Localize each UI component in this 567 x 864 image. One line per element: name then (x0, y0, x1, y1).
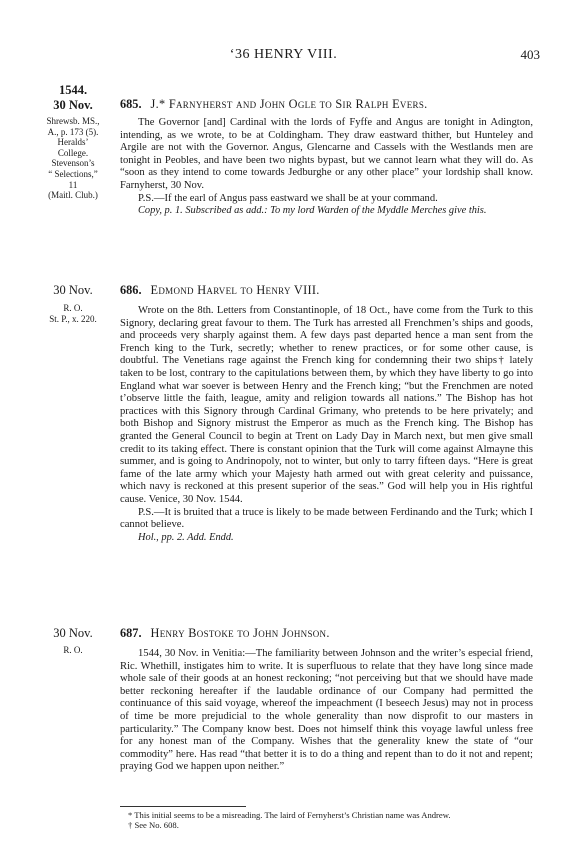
entry-paragraph: 1544, 30 Nov. in Venitia:—The familiarity between Johnson and the writer’s especial friend, Ric. Whethill, instigates him to write. It is superfluous to relate that they have long since made whole sale of their goods at an honest reckoning; “not perceiving but that we should have made better reckoning hereafter if the laudable ordinance of our Company had permitted the continuance of this said voyage, whereof the impeachment (I beseech Jesus) may not in process of time be more prejudicial to the whole generality than now disprofit to our masters in particularity.” The Company know best. Does not himself think this voyage lawful unless free for any honest man of the Company. Wishes that the generality knew the state of “our commodity” here. Has read “that better it is to do a thing and repent than to do it not and repent; praying God we happen upon neither.” (120, 648, 533, 773)
entry-margin (30, 283, 116, 324)
entry-title: Henry Bostoke to John Johnson. (150, 626, 330, 640)
entry-heading (120, 626, 330, 640)
entry-number: 687. (120, 626, 142, 640)
entry-margin (30, 83, 116, 201)
entry-heading (120, 283, 320, 297)
source-line: R. O. (63, 645, 83, 655)
entry-postscript: P.S.—If the earl of Angus pass eastward we shall be at your command. (138, 192, 438, 204)
footnote-rule (120, 806, 246, 807)
source-line: Stevenson’s (51, 158, 95, 169)
source-line: A., p. 173 (5). (47, 126, 99, 137)
source-line: St. P., x. 220. (49, 313, 97, 324)
entry-number: 686. (120, 283, 142, 297)
entry-number: 685. (120, 97, 142, 111)
entry-body (120, 648, 533, 774)
footnote: † See No. 608. (128, 820, 179, 831)
margin-date: 30 Nov. (53, 283, 93, 297)
entry-body (120, 117, 533, 218)
entry-description: Copy, p. 1. Subscribed as add.: To my lord Warden of the Myddle Merches give this. (138, 205, 487, 217)
margin-sources (30, 645, 116, 656)
page-number: 403 (520, 47, 540, 62)
source-line: Heralds’ (57, 137, 89, 148)
running-head (0, 47, 567, 63)
source-line: 11 (68, 179, 78, 190)
margin-date: 30 Nov. (53, 626, 93, 640)
margin-year: 1544. (58, 83, 88, 97)
entry-title: Edmond Harvel to Henry VIII. (150, 283, 320, 297)
footnote: * This initial seems to be a misreading. The laird of Fernyherst’s Christian name was Andrew. (128, 810, 451, 820)
entry-paragraph: The Governor [and] Cardinal with the lords of Fyffe and Angus are tonight in Adington, intending, as we wrote, to be at Coldingham. They draw eastward thither, but Hunteley and Argile are not with the Governor. Angus, Glencarne and Cassels with the Westlands men are tonight in Peobles, and have been two nights bypast, but we cannot learn what they will do. As “soon as they intend to come towards Jedburghe or any other place” your lordship shall know. Farnyherst, 30 Nov. (120, 117, 533, 191)
entry-margin (30, 626, 116, 656)
entry-paragraph: Wrote on the 8th. Letters from Constantinople, of 18 Oct., have come from the Turk to this Signory, declaring great favour to them. The Turk has arrested all Frenchmen’s ships and goods, and proceeds very sharply against them. A few days past departed hence a man sent from the French king to the Turk, secretly; whether to renew practices, or for some other cause, is doubtful. The Venetians rage against the French king for condemning their two ships† lately taken to be lost, contrary to the capitulations between them, by which they have liberty to go into England what war soever is between Henry and the French king; “but the Frenchmen are noted t’observe little the faith, league, amity and religion towards all nations.” The Bishop has hot practices with this Signory through Cardinal Grimany, who pretends to be here privately; and both Bishop and Signory mistrust the Emperor as much as the French king. The Bishop has granted the General Council to begin at Trent on Lady Day in March next, but men give small credit to its taking effect. There is constant opinion that the Turk will come against Almayne this summer, and is going to Andrinopoly, not to winter, but only to tarry fifteen days. “Here is great fame of the late army which your Majesty hath armed out with great celerity and puissance, which navy is reckoned at this present superior of the seas.” God will help you in His rightful cause. Venice, 30 Nov. 1544. (120, 305, 533, 505)
margin-date: 30 Nov. (53, 98, 93, 112)
entry-body (120, 305, 533, 544)
running-head-title: ‘36 HENRY VIII. (229, 47, 338, 62)
source-line: “ Selections,” (48, 168, 98, 179)
margin-sources (30, 116, 116, 201)
entry-description: Hol., pp. 2. Add. Endd. (138, 531, 234, 543)
entry-heading (120, 97, 428, 111)
source-line: College. (57, 147, 89, 158)
footnotes (120, 810, 533, 830)
entry-postscript: P.S.—It is bruited that a truce is likely to be made between Ferdinando and the Turk; which I cannot believe. (120, 506, 533, 531)
source-line: R. O. (63, 303, 83, 313)
source-line: (Maitl. Club.) (48, 190, 98, 201)
source-line: Shrewsb. MS., (46, 116, 100, 126)
entry-title: J.* Farnyherst and John Ogle to Sir Ralph Evers. (150, 97, 428, 111)
margin-sources (30, 303, 116, 324)
